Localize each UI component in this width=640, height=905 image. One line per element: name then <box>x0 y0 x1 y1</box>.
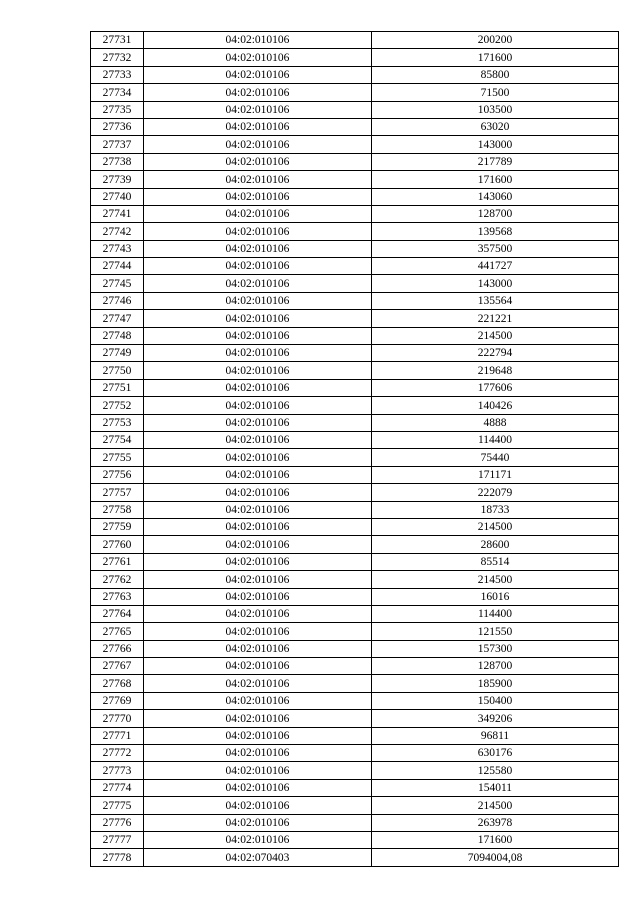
table-row <box>91 849 619 866</box>
cadastral-code-cell: 04:02:010106 <box>144 362 372 379</box>
row-id-cell: 27747 <box>91 310 144 327</box>
amount-cell: 143000 <box>372 136 619 153</box>
cadastral-code-cell: 04:02:010106 <box>144 484 372 501</box>
cadastral-code-cell: 04:02:010106 <box>144 345 372 362</box>
table-row <box>91 779 619 796</box>
amount-cell: 103500 <box>372 101 619 118</box>
row-id-cell: 27759 <box>91 518 144 535</box>
amount-cell: 128700 <box>372 658 619 675</box>
amount-cell: 71500 <box>372 84 619 101</box>
amount-cell: 125580 <box>372 762 619 779</box>
cadastral-code-cell: 04:02:010106 <box>144 49 372 66</box>
cadastral-code-cell: 04:02:010106 <box>144 762 372 779</box>
table-row <box>91 188 619 205</box>
table-row <box>91 640 619 657</box>
amount-cell: 200200 <box>372 32 619 49</box>
cadastral-code-cell: 04:02:010106 <box>144 814 372 831</box>
cadastral-code-cell: 04:02:010106 <box>144 797 372 814</box>
cadastral-code-cell: 04:02:010106 <box>144 658 372 675</box>
row-id-cell: 27754 <box>91 431 144 448</box>
cadastral-code-cell: 04:02:010106 <box>144 536 372 553</box>
amount-cell: 441727 <box>372 258 619 275</box>
cadastral-code-cell: 04:02:010106 <box>144 588 372 605</box>
row-id-cell: 27733 <box>91 66 144 83</box>
amount-cell: 28600 <box>372 536 619 553</box>
cadastral-code-cell: 04:02:010106 <box>144 675 372 692</box>
cadastral-code-cell: 04:02:010106 <box>144 553 372 570</box>
row-id-cell: 27757 <box>91 484 144 501</box>
row-id-cell: 27744 <box>91 258 144 275</box>
cadastral-code-cell: 04:02:010106 <box>144 327 372 344</box>
cadastral-code-cell: 04:02:010106 <box>144 623 372 640</box>
row-id-cell: 27743 <box>91 240 144 257</box>
amount-cell: 217789 <box>372 153 619 170</box>
table-row <box>91 205 619 222</box>
cadastral-code-cell: 04:02:010106 <box>144 397 372 414</box>
amount-cell: 140426 <box>372 397 619 414</box>
row-id-cell: 27746 <box>91 292 144 309</box>
cadastral-code-cell: 04:02:010106 <box>144 745 372 762</box>
cadastral-code-cell: 04:02:010106 <box>144 727 372 744</box>
data-table <box>90 31 619 867</box>
cadastral-code-cell: 04:02:010106 <box>144 258 372 275</box>
row-id-cell: 27764 <box>91 605 144 622</box>
table-row <box>91 240 619 257</box>
amount-cell: 121550 <box>372 623 619 640</box>
row-id-cell: 27737 <box>91 136 144 153</box>
cadastral-code-cell: 04:02:010106 <box>144 779 372 796</box>
cadastral-code-cell: 04:02:010106 <box>144 223 372 240</box>
cadastral-code-cell: 04:02:010106 <box>144 710 372 727</box>
row-id-cell: 27752 <box>91 397 144 414</box>
amount-cell: 222794 <box>372 345 619 362</box>
cadastral-code-cell: 04:02:010106 <box>144 449 372 466</box>
table-row <box>91 327 619 344</box>
row-id-cell: 27766 <box>91 640 144 657</box>
table-row <box>91 605 619 622</box>
row-id-cell: 27755 <box>91 449 144 466</box>
amount-cell: 171600 <box>372 49 619 66</box>
amount-cell: 171600 <box>372 831 619 848</box>
row-id-cell: 27745 <box>91 275 144 292</box>
amount-cell: 7094004,08 <box>372 849 619 866</box>
row-id-cell: 27774 <box>91 779 144 796</box>
cadastral-code-cell: 04:02:010106 <box>144 518 372 535</box>
table-row <box>91 118 619 135</box>
table-row <box>91 745 619 762</box>
cadastral-code-cell: 04:02:010106 <box>144 188 372 205</box>
amount-cell: 154011 <box>372 779 619 796</box>
amount-cell: 157300 <box>372 640 619 657</box>
table-row <box>91 762 619 779</box>
table-row <box>91 49 619 66</box>
row-id-cell: 27742 <box>91 223 144 240</box>
amount-cell: 128700 <box>372 205 619 222</box>
table-row <box>91 153 619 170</box>
row-id-cell: 27738 <box>91 153 144 170</box>
cadastral-code-cell: 04:02:010106 <box>144 153 372 170</box>
row-id-cell: 27775 <box>91 797 144 814</box>
cadastral-code-cell: 04:02:010106 <box>144 171 372 188</box>
row-id-cell: 27740 <box>91 188 144 205</box>
row-id-cell: 27750 <box>91 362 144 379</box>
amount-cell: 221221 <box>372 310 619 327</box>
table-row <box>91 84 619 101</box>
table-row <box>91 518 619 535</box>
amount-cell: 85800 <box>372 66 619 83</box>
cadastral-code-cell: 04:02:010106 <box>144 379 372 396</box>
table-row <box>91 831 619 848</box>
amount-cell: 357500 <box>372 240 619 257</box>
table-row <box>91 675 619 692</box>
cadastral-code-cell: 04:02:010106 <box>144 275 372 292</box>
table-row <box>91 414 619 431</box>
table-row <box>91 571 619 588</box>
cadastral-code-cell: 04:02:010106 <box>144 310 372 327</box>
row-id-cell: 27767 <box>91 658 144 675</box>
table-row <box>91 449 619 466</box>
cadastral-code-cell: 04:02:010106 <box>144 501 372 518</box>
row-id-cell: 27765 <box>91 623 144 640</box>
amount-cell: 18733 <box>372 501 619 518</box>
table-row <box>91 101 619 118</box>
amount-cell: 85514 <box>372 553 619 570</box>
amount-cell: 214500 <box>372 797 619 814</box>
row-id-cell: 27756 <box>91 466 144 483</box>
amount-cell: 214500 <box>372 518 619 535</box>
table-row <box>91 814 619 831</box>
row-id-cell: 27770 <box>91 710 144 727</box>
row-id-cell: 27771 <box>91 727 144 744</box>
table-row <box>91 223 619 240</box>
table-row <box>91 397 619 414</box>
amount-cell: 214500 <box>372 571 619 588</box>
amount-cell: 114400 <box>372 605 619 622</box>
amount-cell: 139568 <box>372 223 619 240</box>
row-id-cell: 27734 <box>91 84 144 101</box>
cadastral-code-cell: 04:02:010106 <box>144 466 372 483</box>
amount-cell: 96811 <box>372 727 619 744</box>
row-id-cell: 27761 <box>91 553 144 570</box>
table-row <box>91 275 619 292</box>
table-row <box>91 66 619 83</box>
row-id-cell: 27777 <box>91 831 144 848</box>
table-row <box>91 32 619 49</box>
table-row <box>91 466 619 483</box>
row-id-cell: 27758 <box>91 501 144 518</box>
table-row <box>91 292 619 309</box>
amount-cell: 171171 <box>372 466 619 483</box>
cadastral-code-cell: 04:02:010106 <box>144 292 372 309</box>
table-row <box>91 588 619 605</box>
cadastral-code-cell: 04:02:010106 <box>144 692 372 709</box>
row-id-cell: 27748 <box>91 327 144 344</box>
table-row <box>91 727 619 744</box>
table-row <box>91 171 619 188</box>
table-row <box>91 136 619 153</box>
cadastral-code-cell: 04:02:010106 <box>144 136 372 153</box>
amount-cell: 222079 <box>372 484 619 501</box>
cadastral-code-cell: 04:02:010106 <box>144 414 372 431</box>
cadastral-code-cell: 04:02:010106 <box>144 66 372 83</box>
table-row <box>91 310 619 327</box>
amount-cell: 143000 <box>372 275 619 292</box>
table-row <box>91 692 619 709</box>
amount-cell: 143060 <box>372 188 619 205</box>
amount-cell: 185900 <box>372 675 619 692</box>
table-row <box>91 553 619 570</box>
table-row <box>91 431 619 448</box>
row-id-cell: 27768 <box>91 675 144 692</box>
row-id-cell: 27732 <box>91 49 144 66</box>
cadastral-code-cell: 04:02:010106 <box>144 605 372 622</box>
cadastral-code-cell: 04:02:070403 <box>144 849 372 866</box>
cadastral-code-cell: 04:02:010106 <box>144 240 372 257</box>
amount-cell: 630176 <box>372 745 619 762</box>
table-body <box>91 32 619 867</box>
row-id-cell: 27772 <box>91 745 144 762</box>
cadastral-code-cell: 04:02:010106 <box>144 571 372 588</box>
amount-cell: 135564 <box>372 292 619 309</box>
row-id-cell: 27769 <box>91 692 144 709</box>
amount-cell: 63020 <box>372 118 619 135</box>
row-id-cell: 27739 <box>91 171 144 188</box>
row-id-cell: 27753 <box>91 414 144 431</box>
table-row <box>91 484 619 501</box>
row-id-cell: 27760 <box>91 536 144 553</box>
cadastral-code-cell: 04:02:010106 <box>144 640 372 657</box>
table-row <box>91 379 619 396</box>
table-row <box>91 797 619 814</box>
amount-cell: 4888 <box>372 414 619 431</box>
row-id-cell: 27778 <box>91 849 144 866</box>
row-id-cell: 27773 <box>91 762 144 779</box>
amount-cell: 75440 <box>372 449 619 466</box>
cadastral-code-cell: 04:02:010106 <box>144 118 372 135</box>
amount-cell: 16016 <box>372 588 619 605</box>
cadastral-code-cell: 04:02:010106 <box>144 205 372 222</box>
cadastral-code-cell: 04:02:010106 <box>144 32 372 49</box>
cadastral-code-cell: 04:02:010106 <box>144 101 372 118</box>
row-id-cell: 27736 <box>91 118 144 135</box>
cadastral-code-cell: 04:02:010106 <box>144 831 372 848</box>
row-id-cell: 27735 <box>91 101 144 118</box>
cadastral-code-cell: 04:02:010106 <box>144 84 372 101</box>
row-id-cell: 27776 <box>91 814 144 831</box>
row-id-cell: 27731 <box>91 32 144 49</box>
amount-cell: 219648 <box>372 362 619 379</box>
amount-cell: 114400 <box>372 431 619 448</box>
amount-cell: 263978 <box>372 814 619 831</box>
row-id-cell: 27741 <box>91 205 144 222</box>
amount-cell: 177606 <box>372 379 619 396</box>
table-row <box>91 362 619 379</box>
amount-cell: 349206 <box>372 710 619 727</box>
amount-cell: 150400 <box>372 692 619 709</box>
table-row <box>91 658 619 675</box>
table-row <box>91 710 619 727</box>
row-id-cell: 27749 <box>91 345 144 362</box>
table-row <box>91 258 619 275</box>
amount-cell: 214500 <box>372 327 619 344</box>
table-row <box>91 536 619 553</box>
amount-cell: 171600 <box>372 171 619 188</box>
row-id-cell: 27762 <box>91 571 144 588</box>
cadastral-code-cell: 04:02:010106 <box>144 431 372 448</box>
row-id-cell: 27751 <box>91 379 144 396</box>
table-row <box>91 345 619 362</box>
row-id-cell: 27763 <box>91 588 144 605</box>
table-row <box>91 623 619 640</box>
table-row <box>91 501 619 518</box>
